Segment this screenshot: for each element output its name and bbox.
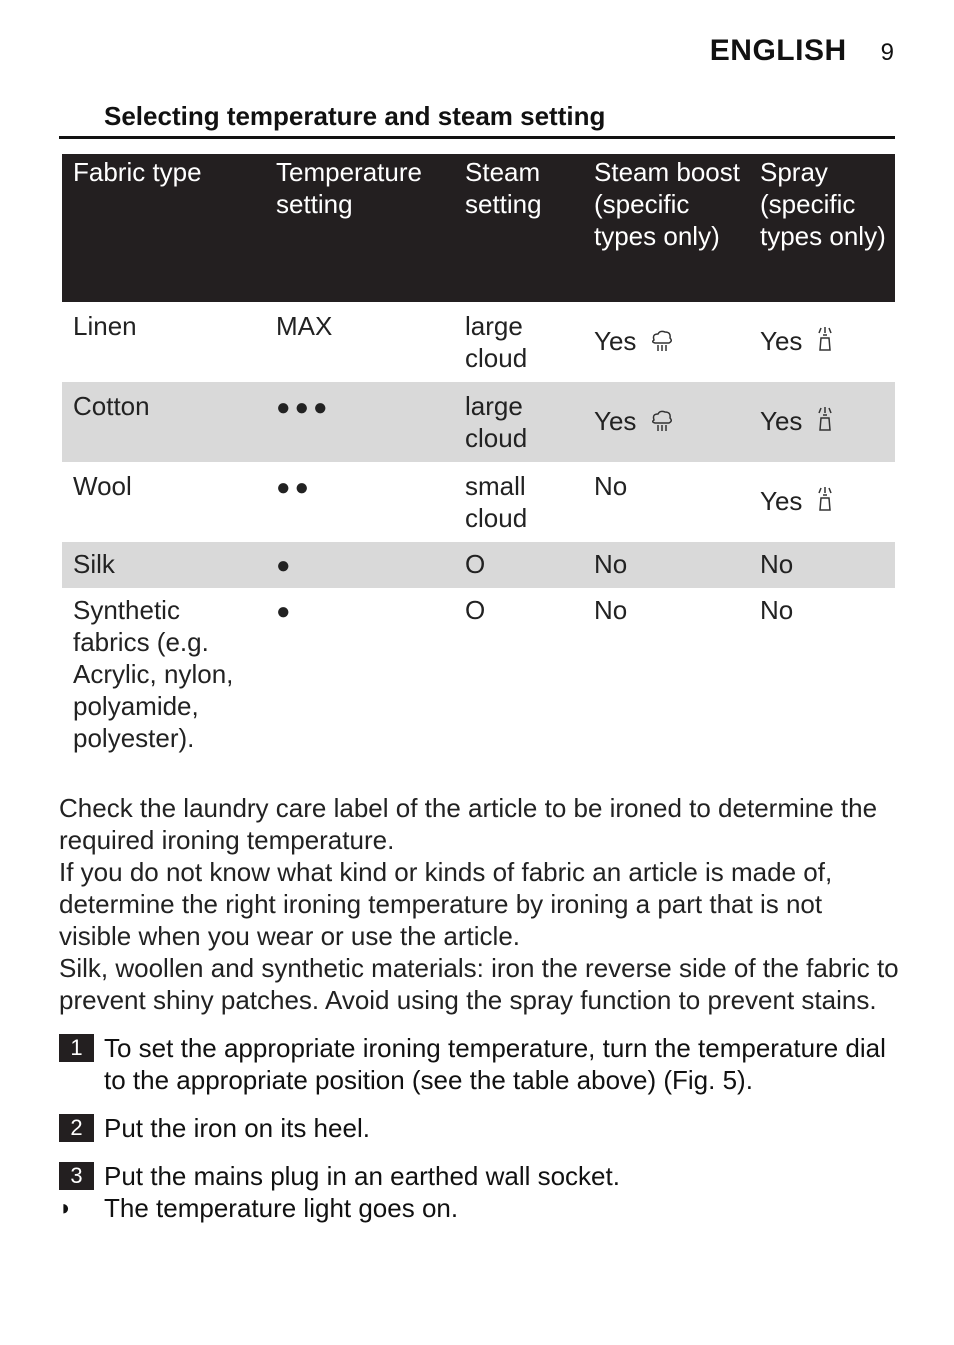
fabric-cell: Cotton: [62, 382, 265, 462]
temperature-dots: ●: [276, 552, 295, 579]
temperature-cell: [265, 588, 454, 760]
temperature-cell: [265, 462, 454, 542]
table-header-row: [62, 154, 895, 302]
steam-cell: large cloud: [454, 382, 583, 462]
boost-cell: [583, 302, 749, 382]
steam-boost-icon: [650, 327, 674, 359]
spray-cell: No: [760, 595, 794, 625]
spray-cell: [749, 462, 895, 542]
section-title: Selecting temperature and steam setting: [104, 101, 606, 131]
temperature-cell: [265, 382, 454, 462]
boost-value: Yes: [594, 405, 637, 436]
result-text: The temperature light goes on.: [104, 1193, 459, 1223]
steam-cell: large cloud: [465, 311, 528, 373]
fabric-cell: Linen: [73, 311, 137, 341]
step-2: [59, 1112, 899, 1144]
boost-cell: No: [583, 542, 749, 588]
table-row: [62, 302, 895, 382]
page-number: 9: [880, 39, 894, 66]
steam-cell: O: [465, 595, 486, 625]
page-header: [710, 34, 894, 68]
paragraph-care-label: Check the laundry care label of the article to be ironed to determine the required ironing temperature.: [59, 793, 878, 855]
step-1: [59, 1032, 899, 1096]
temperature-dots: ●●●: [276, 394, 332, 421]
spray-cell: [749, 382, 895, 462]
spray-value: Yes: [760, 405, 803, 436]
header-steam-boost: Steam boost (specific types only): [583, 154, 749, 302]
table-row: [62, 462, 895, 542]
step-text: Put the iron on its heel.: [104, 1113, 370, 1143]
fabric-cell: Silk: [62, 542, 265, 588]
paragraph-reverse-side: Silk, woollen and synthetic materials: iron the reverse side of the fabric to prevent shiny patches. Avoid using the spray function to prevent stains.: [59, 953, 899, 1015]
language-label: ENGLISH: [709, 34, 847, 67]
paragraph-unknown-fabric: If you do not know what kind or kinds of fabric an article is made of, determine the right ironing temperature by ironing a part that is not visible when you wear or use the article.: [59, 857, 833, 951]
boost-cell: [583, 382, 749, 462]
boost-value: Yes: [594, 325, 637, 356]
temperature-dots: ●: [276, 598, 295, 625]
step-text: To set the appropriate ironing temperature, turn the temperature dial to the appropriate position (see the table above) (Fig. 5).: [104, 1033, 886, 1095]
table-row: [62, 382, 895, 462]
settings-table: [62, 154, 895, 760]
spray-value: Yes: [760, 325, 803, 356]
spray-cell: No: [749, 542, 895, 588]
spray-icon: [816, 486, 834, 519]
header-steam-setting: Steam setting: [454, 154, 583, 302]
steam-boost-icon: [650, 407, 674, 439]
step-text: Put the mains plug in an earthed wall socket.: [104, 1161, 620, 1191]
table-row: [62, 542, 895, 588]
steam-cell: small cloud: [465, 471, 528, 533]
table-row: [62, 588, 895, 760]
fabric-cell: Wool: [73, 471, 132, 501]
step-3: [59, 1160, 899, 1192]
step-number: 3: [59, 1162, 94, 1190]
steam-cell: O: [454, 542, 583, 588]
temperature-cell: [265, 542, 454, 588]
fabric-cell: Synthetic fabrics (e.g. Acrylic, nylon, polyamide, polyester).: [73, 595, 234, 753]
step-number: 1: [59, 1034, 94, 1062]
result-bullet-icon: ◗: [59, 1195, 73, 1220]
header-fabric-type: Fabric type: [62, 154, 265, 302]
header-temperature-setting: Temperature setting: [265, 154, 454, 302]
header-spray: Spray (specific types only): [749, 154, 895, 302]
title-rule: [59, 136, 895, 139]
spray-icon: [816, 406, 834, 439]
step-number: 2: [59, 1114, 94, 1142]
boost-cell: No: [594, 471, 628, 501]
temperature-cell: MAX: [276, 311, 333, 341]
spray-value: Yes: [760, 485, 803, 516]
temperature-dots: ●●: [276, 474, 313, 501]
boost-cell: No: [594, 595, 628, 625]
spray-icon: [816, 326, 834, 359]
step-result: [59, 1192, 899, 1224]
spray-cell: [749, 302, 895, 382]
